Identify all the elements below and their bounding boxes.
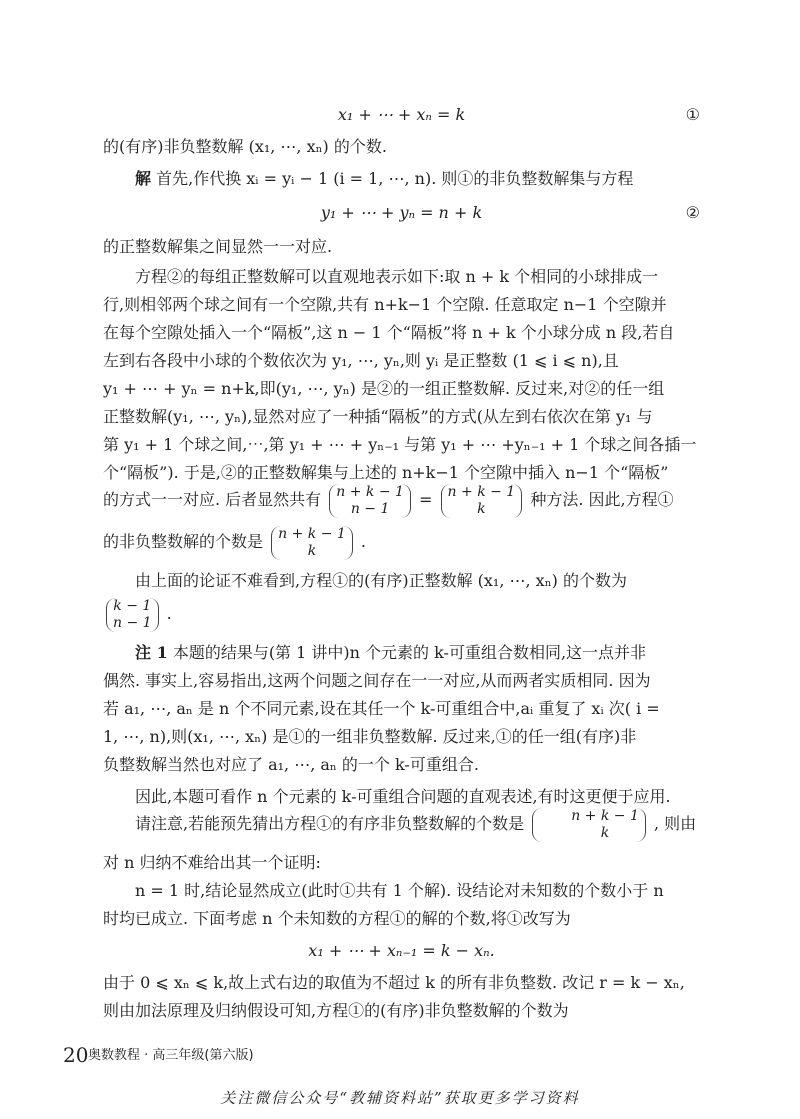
note-1-start bbox=[103, 642, 700, 664]
paragraph-3-line-4: 左到右各段中小球的个数依次为 y₁, ⋯, yₙ,则 yᵢ 是正整数 (1 ⩽ i ⩽ n),且 bbox=[103, 351, 619, 370]
paragraph-correspondence: 的正整数解集之间显然一一对应. bbox=[103, 237, 333, 256]
paragraph-3-line-3: 在每个空隙处插入一个“隔板”,这 n − 1 个“隔板”将 n + k 个小球分成 n 段,若自 bbox=[103, 323, 675, 342]
binomial-guess-bottom: k bbox=[600, 824, 610, 841]
equation-1 bbox=[103, 104, 700, 126]
equals-sign: = bbox=[419, 490, 433, 509]
solution-start bbox=[103, 168, 700, 190]
binomial-positive-top: k − 1 bbox=[113, 597, 152, 614]
paragraph-7-line-1: n = 1 时,结论显然成立(此时①共有 1 个解). 设结论对未知数的个数小于 n bbox=[135, 881, 664, 900]
binomial-b bbox=[441, 484, 523, 518]
paragraph-6 bbox=[103, 802, 700, 846]
paragraph-8-line-1: 由于 0 ⩽ xₙ ⩽ k,故上式右边的取值为不超过 k 的所有非负整数. 改记 r = k − xₙ, bbox=[103, 973, 685, 992]
equation-2 bbox=[103, 202, 700, 224]
book-title: 奥数教程 · 高三年级(第六版) bbox=[88, 1048, 254, 1063]
paragraph-8-line-2: 则由加法原理及归纳假设可知,方程①的(有序)非负整数解的个数为 bbox=[103, 1001, 569, 1020]
binomial-positive-bottom: n − 1 bbox=[113, 614, 152, 631]
solution-text: 首先,作代换 xᵢ = yᵢ − 1 (i = 1, ⋯, n). 则①的非负整数解集与方程 bbox=[156, 169, 634, 188]
paragraph-3-line-6: 正整数解(y₁, ⋯, yₙ),显然对应了一种插“隔板”的方式(从左到右依次在第 y₁ 与 bbox=[103, 407, 653, 426]
note-1-text: 本题的结果与(第 1 讲中)n 个元素的 k-可重组合数相同,这一点并非 bbox=[172, 643, 647, 662]
binomial-result-top: n + k − 1 bbox=[278, 525, 346, 542]
equation-1-expr: x₁ + ⋯ + xₙ = k bbox=[337, 105, 466, 124]
paragraph-7-line-2: 时均已成立. 下面考虑 n 个未知数的方程①的解的个数,将①改写为 bbox=[103, 909, 571, 928]
equation-3: x₁ + ⋯ + xₙ₋₁ = k − xₙ. bbox=[308, 941, 495, 960]
binomial-result-bottom: k bbox=[307, 542, 317, 559]
note-1-line-4: 1, ⋯, n),则(x₁, ⋯, xₙ) 是①的一组非负整数解. 反过来,①的任一组(有序)非 bbox=[103, 727, 637, 746]
binomial-positive-count bbox=[106, 598, 159, 632]
note-1-line-5: 负整数解当然也对应了 a₁, ⋯, aₙ 的一个 k-可重组合. bbox=[103, 755, 479, 774]
paragraph-3-conclusion bbox=[103, 520, 700, 564]
paragraph-3-line-2: 行,则相邻两个球之间有一个空隙,共有 n+k−1 个空隙. 任意取定 n−1 个空隙并 bbox=[103, 295, 667, 314]
paragraph-5: 因此,本题可看作 n 个元素的 k-可重组合问题的直观表述,有时这更便于应用. bbox=[135, 787, 671, 806]
paragraph-3-binomial-post: 种方法. 因此,方程① bbox=[530, 490, 674, 509]
paragraph-4: 由上面的论证不难看到,方程①的(有序)正整数解 (x₁, ⋯, xₙ) 的个数为 bbox=[135, 571, 627, 590]
paragraph-3-conclusion-post: . bbox=[360, 532, 366, 551]
solution-label: 解 bbox=[135, 169, 152, 188]
binomial-a bbox=[329, 484, 411, 518]
paragraph-6-line-2: 对 n 归纳不难给出其一个证明: bbox=[103, 853, 321, 872]
note-1-label: 注 1 bbox=[135, 643, 168, 662]
note-1-line-3: 若 a₁, ⋯, aₙ 是 n 个不同元素,设在其任一个 k-可重组合中,aᵢ 重复了 xᵢ 次( i = bbox=[103, 699, 660, 718]
binomial-c-result bbox=[271, 526, 353, 560]
binomial-guess bbox=[532, 808, 646, 842]
binomial-a-bottom: n − 1 bbox=[350, 500, 390, 517]
paragraph-3-conclusion-pre: 的非负整数解的个数是 bbox=[103, 532, 264, 551]
paragraph-3-line-1: 方程②的每组正整数解可以直观地表示如下:取 n + k 个相同的小球排成一 bbox=[135, 267, 659, 286]
paragraph-3-binomial-pre: 的方式一一对应. 后者显然共有 bbox=[103, 490, 322, 509]
paragraph-6-post: , 则由 bbox=[653, 814, 697, 833]
paragraph-3-line-8: 个“隔板”). 于是,②的正整数解集与上述的 n+k−1 个空隙中插入 n−1 个“隔板” bbox=[103, 463, 669, 482]
binomial-a-top: n + k − 1 bbox=[336, 483, 404, 500]
paragraph-intro: 的(有序)非负整数解 (x₁, ⋯, xₙ) 的个数. bbox=[103, 137, 387, 156]
paragraph-4-binomial bbox=[103, 592, 700, 636]
paragraph-3-binomial-line bbox=[103, 478, 700, 522]
equation-2-number: ② bbox=[685, 203, 700, 222]
note-1-line-2: 偶然. 事实上,容易指出,这两个问题之间存在一一对应,从而两者实质相同. 因为 bbox=[103, 671, 651, 690]
equation-1-number: ① bbox=[685, 105, 700, 124]
paragraph-3-line-5: y₁ + ⋯ + yₙ = n+k,即(y₁, ⋯, yₙ) 是②的一组正整数解. 反过来,对②的任一组 bbox=[103, 379, 665, 398]
binomial-b-bottom: k bbox=[477, 500, 486, 517]
paragraph-3-line-7: 第 y₁ + 1 个球之间,⋯,第 y₁ + ⋯ + yₙ₋₁ 与第 y₁ + ⋯ +yₙ₋₁ + 1 个球之间各插一 bbox=[103, 435, 697, 454]
paragraph-6-pre: 请注意,若能预先猜出方程①的有序非负整数解的个数是 bbox=[135, 814, 525, 833]
binomial-b-top: n + k − 1 bbox=[447, 483, 516, 500]
page-number: 20 bbox=[63, 1043, 89, 1067]
equation-2-expr: y₁ + ⋯ + yₙ = n + k bbox=[320, 203, 483, 222]
promo-note: 关注微信公众号“教辅资料站”获取更多学习资料 bbox=[220, 1089, 580, 1107]
binomial-guess-top: n + k − 1 bbox=[571, 807, 639, 824]
paragraph-4-period: . bbox=[166, 604, 172, 623]
